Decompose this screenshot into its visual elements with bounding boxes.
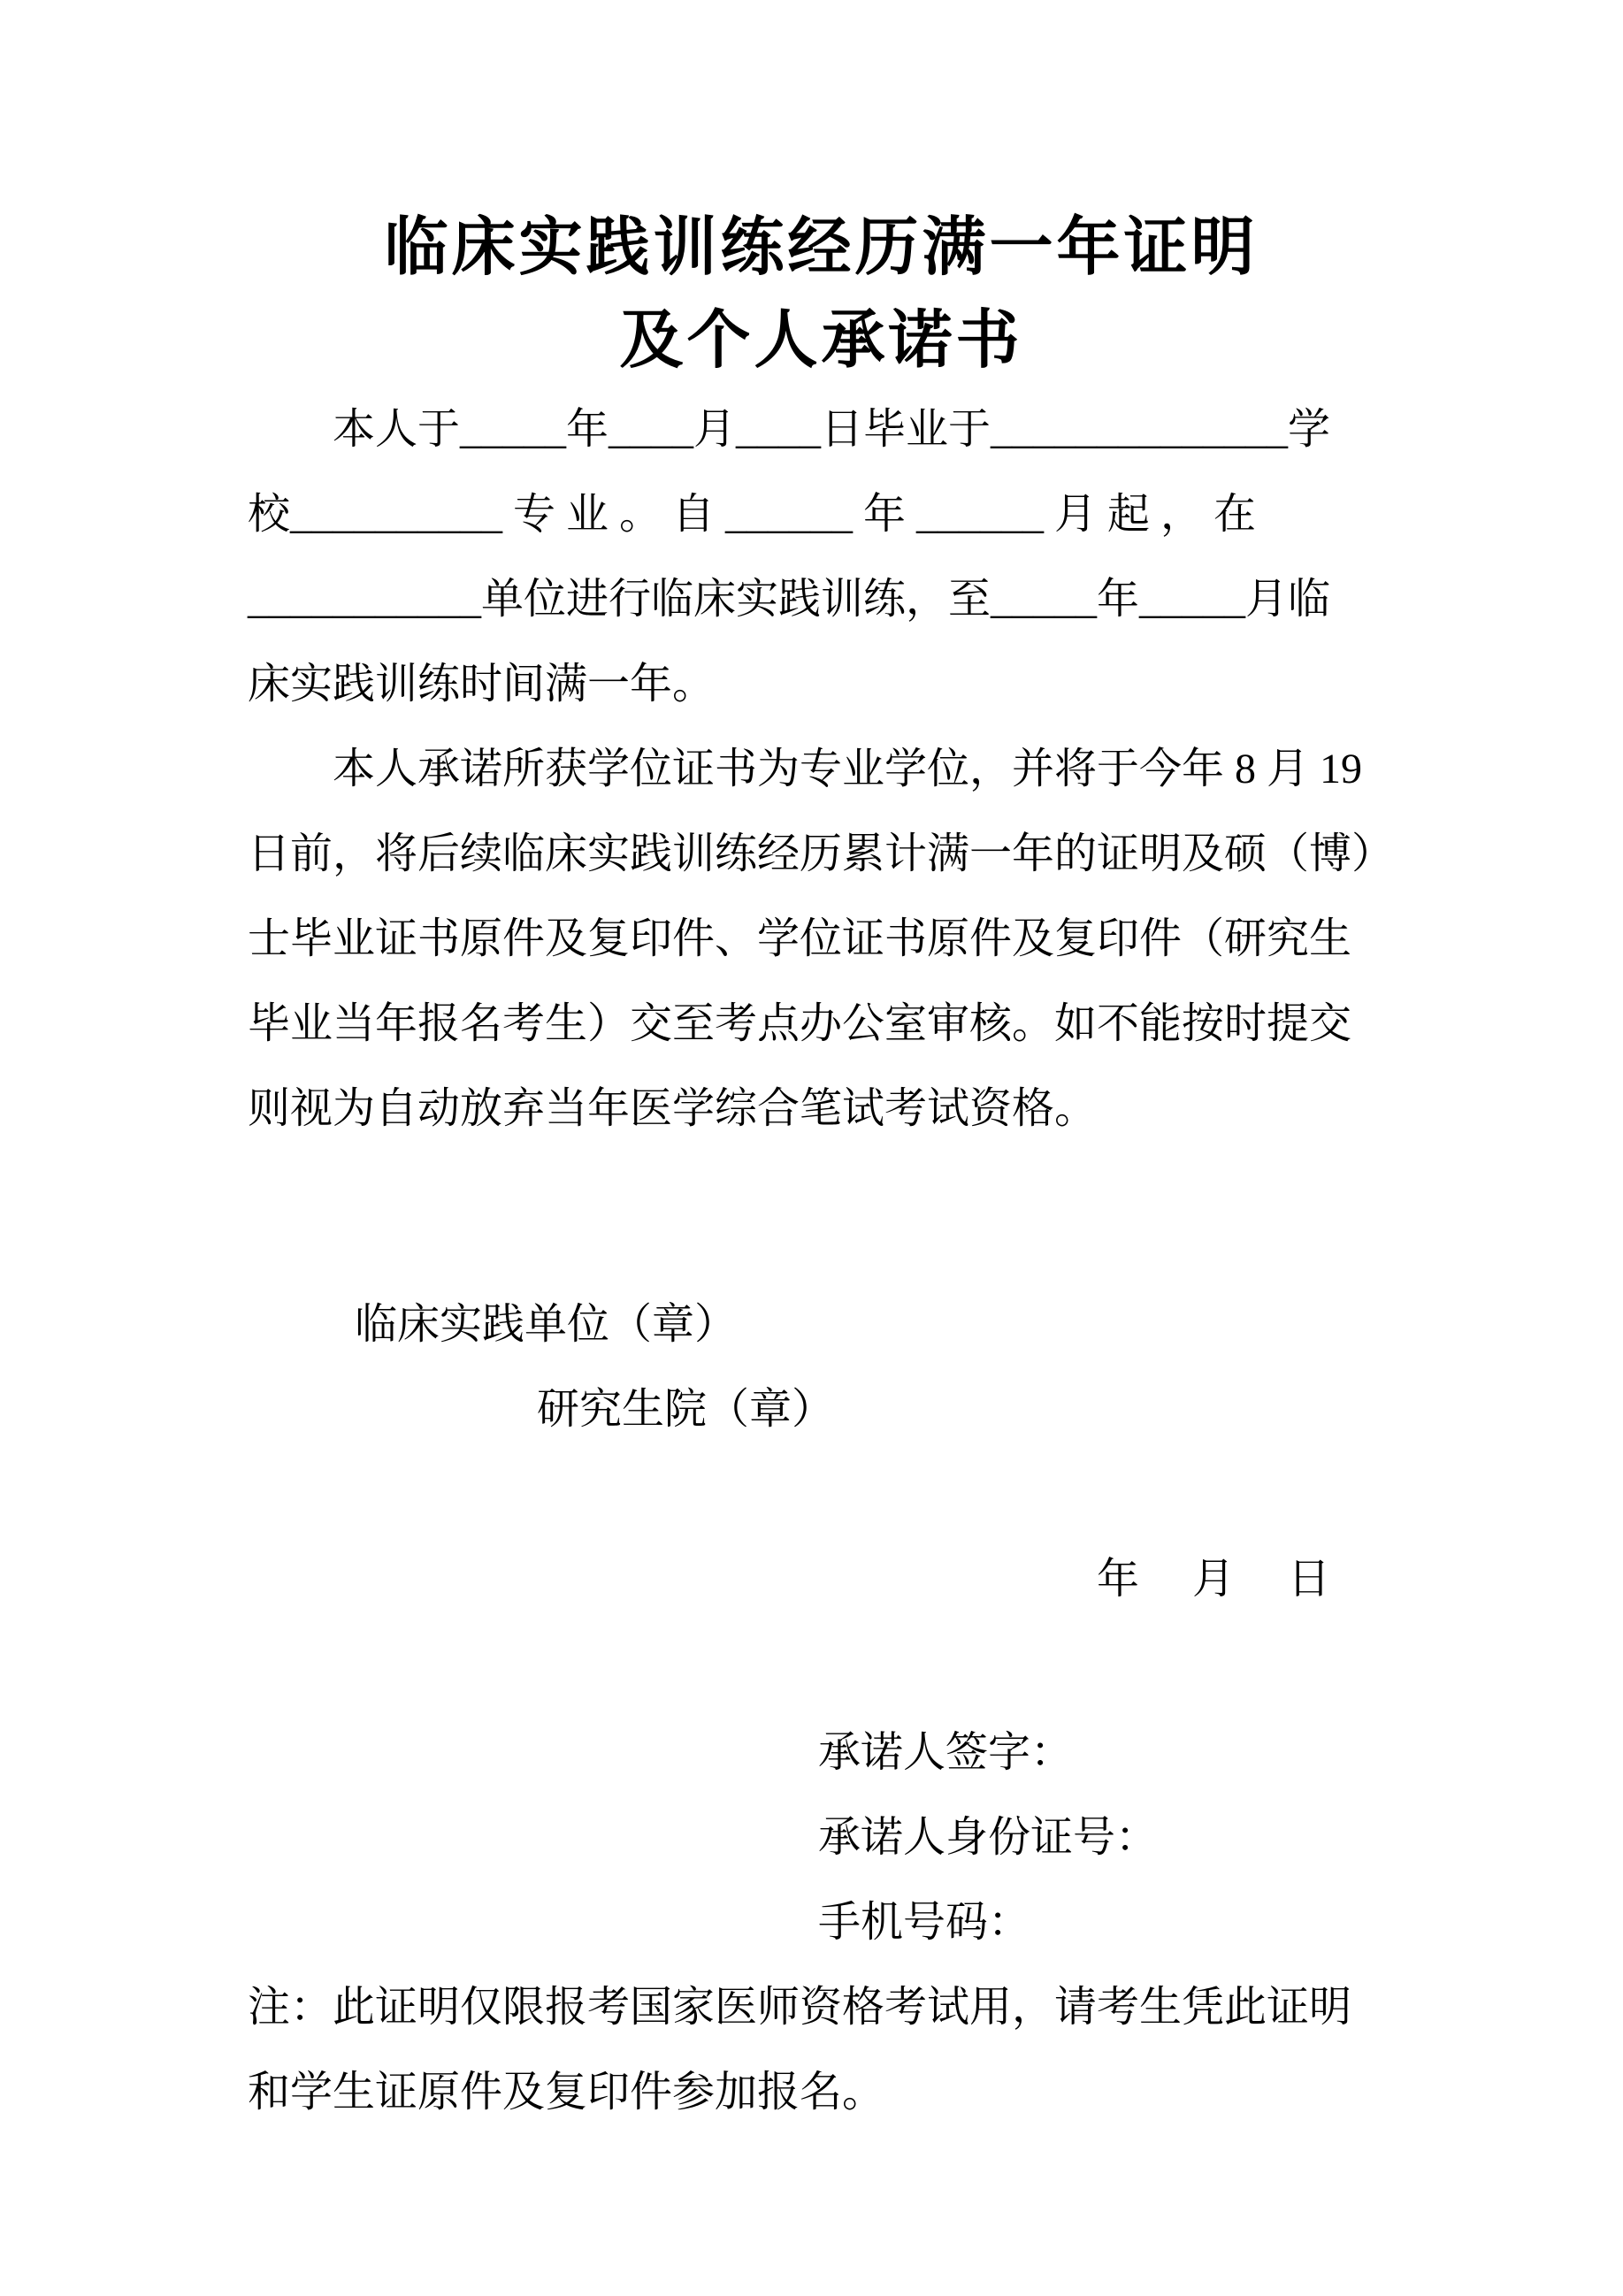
paragraph-line: 床实践训练时间满一年。 <box>248 661 716 708</box>
paragraph-line: 日前，将后续临床实践训练经历累计满一年的证明及硕（博） <box>248 830 1395 877</box>
promiser-id-number-label: 承诺人身份证号： <box>818 1814 1159 1861</box>
paragraph-commitment <box>248 727 1395 1152</box>
promiser-signature-label: 承诺人签字： <box>818 1729 1074 1776</box>
mobile-number-label: 手机号码： <box>818 1899 1031 1946</box>
paragraph-line: 本人于_____年____月____日毕业于______________学 <box>333 406 1331 453</box>
graduate-school-stamp-label: 研究生院（章） <box>537 1386 835 1433</box>
note-line: 和学生证原件及复印件参加报名。 <box>248 2069 885 2116</box>
clinical-practice-unit-stamp-label: 临床实践单位（章） <box>355 1301 738 1348</box>
paragraph-line: 校__________ 专 业 。 自 ______ 年 ______ 月 起 ， 在 <box>248 491 1257 538</box>
note-block <box>248 1965 1395 2135</box>
document-title-line-2: 及个人承诺书 <box>619 305 1023 376</box>
document-title-line-1: 临床实践训练经历满一年证明 <box>384 212 1259 283</box>
paragraph-line: 毕业当年报名考生）交至考点办公室审核。如不能按时提交 <box>248 1000 1352 1047</box>
paragraph-line: 本人承诺所获学位证书为专业学位，并将于今年 8 月 19 <box>333 746 1363 792</box>
date-year-month-day-line: 年 月 日 <box>1097 1556 1331 1603</box>
stamp-row <box>248 1198 1395 1537</box>
note-line: 注：此证明仅限报考国家医师资格考试用，请考生凭此证明 <box>248 1984 1352 2031</box>
paragraph-line: 则视为自动放弃当年医学综合笔试考试资格。 <box>248 1085 1098 1132</box>
paragraph-line: ___________单位进行临床实践训练，至_____年_____月临 <box>248 576 1331 623</box>
signature-block <box>248 1711 1395 1965</box>
paragraph-graduation-info <box>248 387 1395 727</box>
paragraph-line: 士毕业证书原件及复印件、学位证书原件及复印件（研究生 <box>248 915 1352 962</box>
